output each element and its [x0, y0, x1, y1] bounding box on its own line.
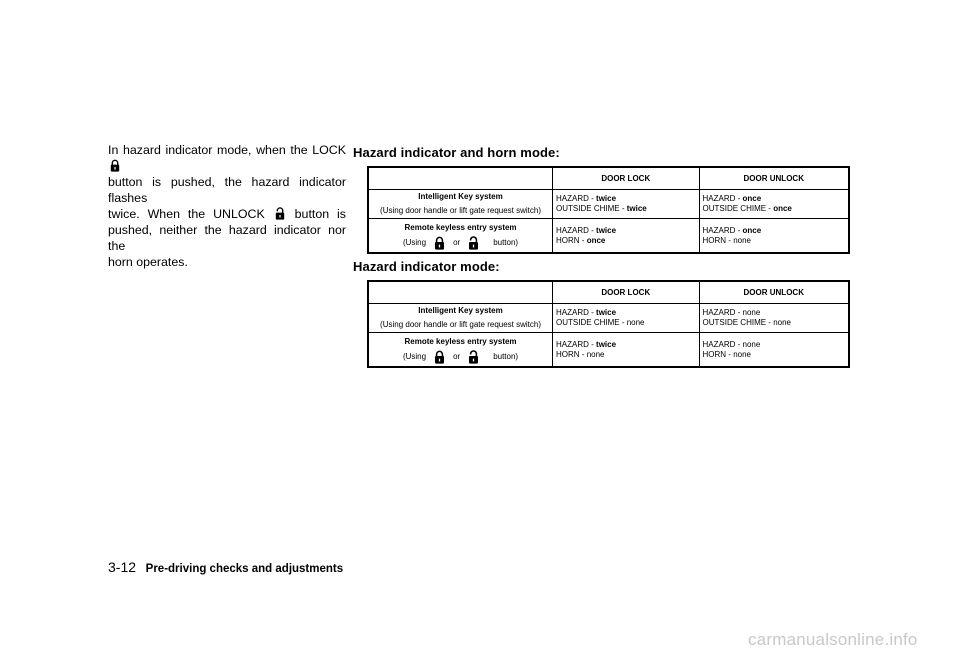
header-door-lock: DOOR LOCK — [553, 167, 699, 190]
system-name: Remote keyless entry system — [404, 337, 517, 346]
table-row — [368, 190, 849, 219]
header-blank — [368, 281, 553, 304]
table-header-row — [368, 281, 849, 304]
intro-line-3b: button is — [294, 207, 346, 221]
header-blank — [368, 167, 553, 190]
system-name: Intelligent Key system — [418, 192, 503, 201]
intro-line-4: pushed, neither the hazard indicator nor the — [108, 223, 346, 253]
unlock-cell: HAZARD - once OUTSIDE CHIME - once — [699, 190, 849, 219]
table-row — [368, 304, 849, 333]
lock-cell: HAZARD - twice OUTSIDE CHIME - none — [553, 304, 699, 333]
intro-line-2: button is pushed, the hazard indicator flashes — [108, 175, 346, 205]
unlock-cell: HAZARD - none HORN - none — [699, 333, 849, 368]
table-title-horn-mode: Hazard indicator and horn mode: — [353, 145, 560, 160]
horn-mode-table — [367, 166, 850, 254]
hazard-mode-table — [367, 280, 850, 368]
unlock-cell: HAZARD - once HORN - none — [699, 219, 849, 254]
table-title-hazard-mode: Hazard indicator mode: — [353, 259, 500, 274]
unlock-icon — [468, 236, 479, 250]
system-sub: (Using door handle or lift gate request switch) — [380, 320, 541, 329]
unlock-cell: HAZARD - none OUTSIDE CHIME - none — [699, 304, 849, 333]
unlock-icon — [275, 207, 285, 220]
system-name: Remote keyless entry system — [404, 223, 517, 232]
lock-icon — [434, 350, 445, 364]
header-door-lock: DOOR LOCK — [553, 281, 699, 304]
header-door-unlock: DOOR UNLOCK — [699, 167, 849, 190]
intro-line-5: horn operates. — [108, 255, 188, 269]
system-sub: (Using door handle or lift gate request switch) — [380, 206, 541, 215]
intro-line-3a: twice. When the UNLOCK — [108, 207, 265, 221]
lock-cell: HAZARD - twice OUTSIDE CHIME - twice — [553, 190, 699, 219]
page-number: 3-12 — [108, 559, 137, 575]
intro-line-1: In hazard indicator mode, when the LOCK — [108, 143, 346, 157]
header-door-unlock: DOOR UNLOCK — [699, 281, 849, 304]
page-footer — [108, 559, 343, 575]
unlock-icon — [468, 350, 479, 364]
section-name: Pre-driving checks and adjustments — [145, 563, 344, 575]
intro-paragraph — [108, 142, 346, 270]
lock-cell: HAZARD - twice HORN - once — [553, 219, 699, 254]
lock-cell: HAZARD - twice HORN - none — [553, 333, 699, 368]
watermark: carmanualsonline.info — [748, 630, 918, 649]
table-row: Remote keyless entry system (Using or button) HAZARD - twice HORN - none HAZARD - none HORN - none — [368, 333, 849, 368]
lock-icon — [110, 159, 120, 172]
lock-icon — [434, 236, 445, 250]
table-row: Remote keyless entry system (Using or button) HAZARD - twice HORN - once HAZARD - once HORN - none — [368, 219, 849, 254]
table-header-row — [368, 167, 849, 190]
system-name: Intelligent Key system — [418, 306, 503, 315]
